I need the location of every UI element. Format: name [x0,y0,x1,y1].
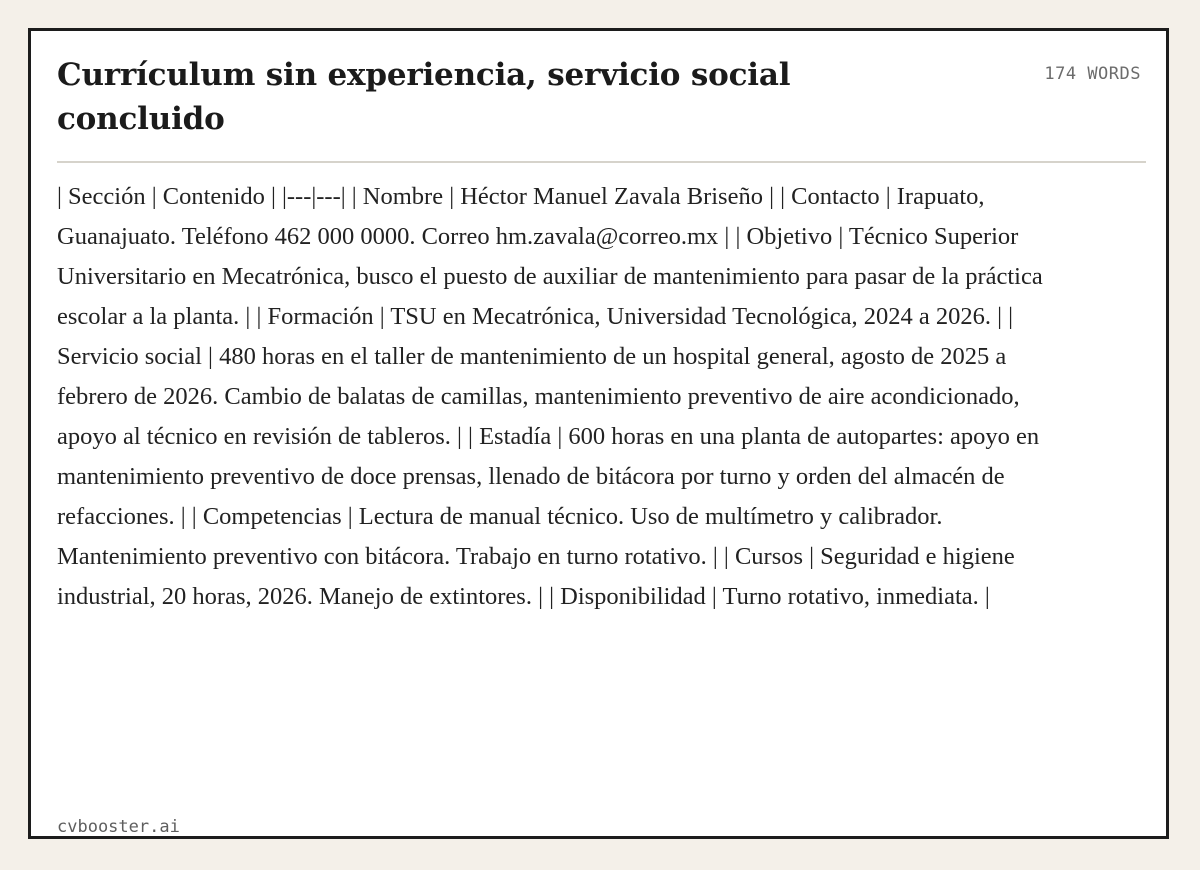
document-body: | Sección | Contenido | |---|---| | Nombre | Héctor Manuel Zavala Briseño | | Contacto | Irapuato, Guanajuato. Teléfono 462 000 0000. Correo hm.zavala@correo.mx | | Objetivo | Técnico Superior Universitario en Mecatrónica, busco el puesto de auxiliar de mantenimiento para pasar de la práctica escolar a la planta. | | Formación | TSU en Mecatrónica, Universidad Tecnológica, 2024 a 2026. | | Servicio social | 480 horas en el taller de mantenimiento de un hospital general, agosto de 2025 a febrero de 2026. Cambio de balatas de camillas, mantenimiento preventivo de aire acondicionado, apoyo al técnico en revisión de tableros. | | Estadía | 600 horas en una planta de autopartes: apoyo en mantenimiento preventivo de doce prensas, llenado de bitácora por turno y orden del almacén de refacciones. | | Competencias | Lectura de manual técnico. Uso de multímetro y calibrador. Mantenimiento preventivo con bitácora. Trabajo en turno rotativo. | | Cursos | Seguridad e higiene industrial, 20 horas, 2026. Manejo de extintores. | | Disponibilidad | Turno rotativo, inmediata. | [57,183,1043,610]
footer-brand: cvbooster.ai [57,817,180,837]
document-card [28,28,1169,839]
document-title: Currículum sin experiencia, servicio social concluido [57,57,791,137]
word-count-badge: 174 WORDS [1044,64,1141,84]
title-divider [57,161,1146,163]
